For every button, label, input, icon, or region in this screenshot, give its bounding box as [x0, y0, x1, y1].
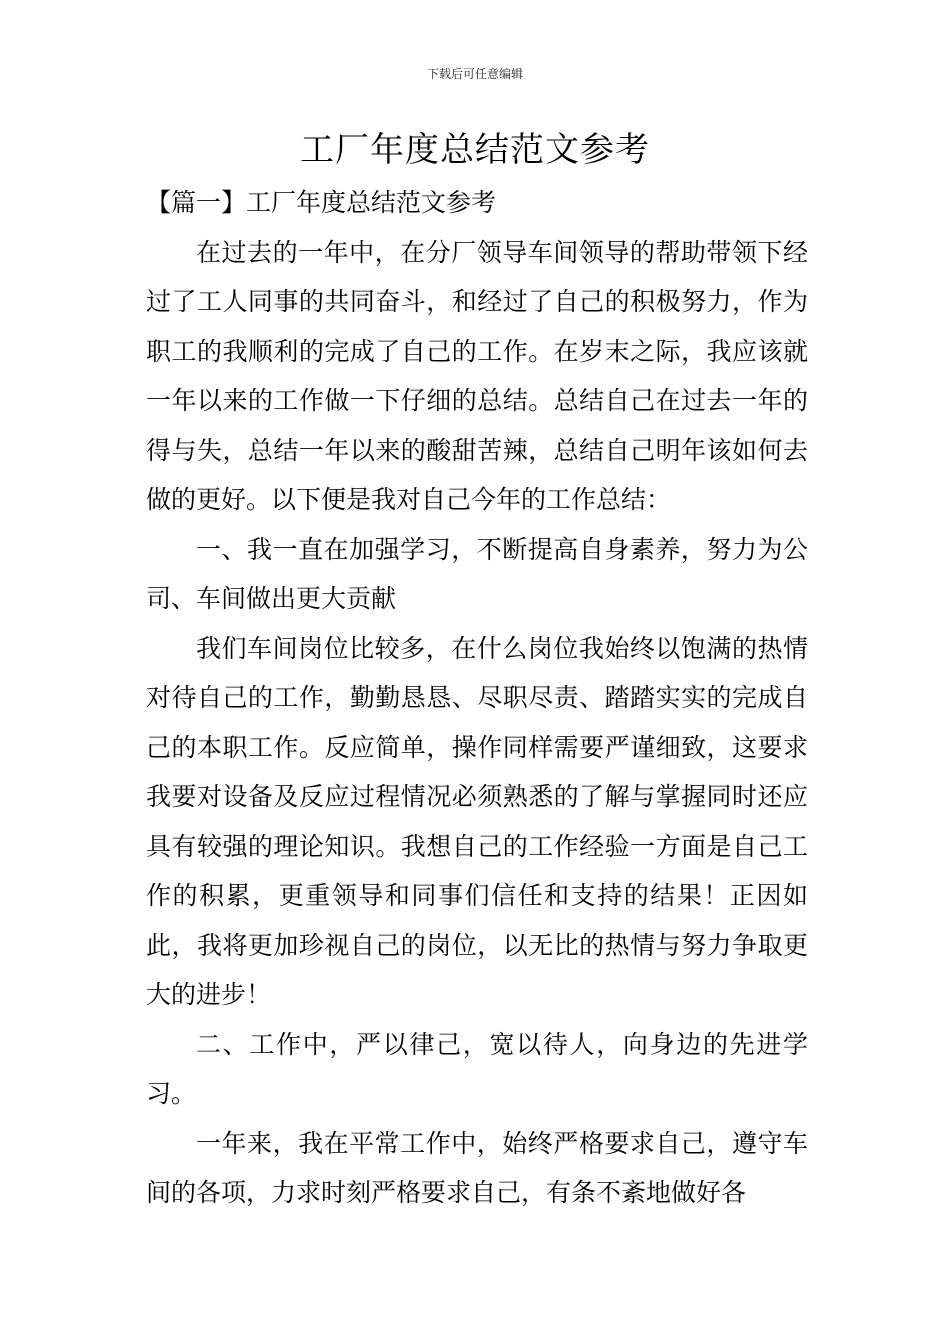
- paragraph-heading-two: 二、工作中，严以律己，宽以待人，向身边的先进学习。: [146, 1029, 808, 1108]
- document-body: [146, 178, 808, 1218]
- paragraph-intro: 在过去的一年中，在分厂领导车间领导的帮助带领下经过了工人同事的共同奋斗，和经过了自己的积极努力，作为职工的我顺利的完成了自己的工作。在岁末之际，我应该就一年以来的工作做一下仔细的总结。总结自己在过去一年的得与失，总结一年以来的酸甜苦辣，总结自己明年该如何去做的更好。以下便是我对自己今年的工作总结：: [146, 237, 808, 514]
- header-note: 下载后可任意编辑: [426, 67, 523, 81]
- document-title: 工厂年度总结范文参考: [300, 130, 650, 170]
- paragraph-discipline: 一年来，我在平常工作中，始终严格要求自己，遵守车间的各项，力求时刻严格要求自己，有条不紊地做好各: [146, 1128, 808, 1207]
- paragraph-work-attitude: 我们车间岗位比较多，在什么岗位我始终以饱满的热情对待自己的工作，勤勤恳恳、尽职尽责、踏踏实实的完成自己的本职工作。反应简单，操作同样需要严谨细致，这要求我要对设备及反应过程情况必须熟悉的了解与掌握同时还应具有较强的理论知识。我想自己的工作经验一方面是自己工作的积累，更重领导和同事们信任和支持的结果！正因如此，我将更加珍视自己的岗位，以无比的热情与努力争取更大的进步！: [146, 633, 808, 1009]
- paragraph-heading-one: 一、我一直在加强学习，不断提高自身素养，努力为公司、车间做出更大贡献: [146, 534, 808, 613]
- section-label: 【篇一】工厂年度总结范文参考: [146, 188, 497, 217]
